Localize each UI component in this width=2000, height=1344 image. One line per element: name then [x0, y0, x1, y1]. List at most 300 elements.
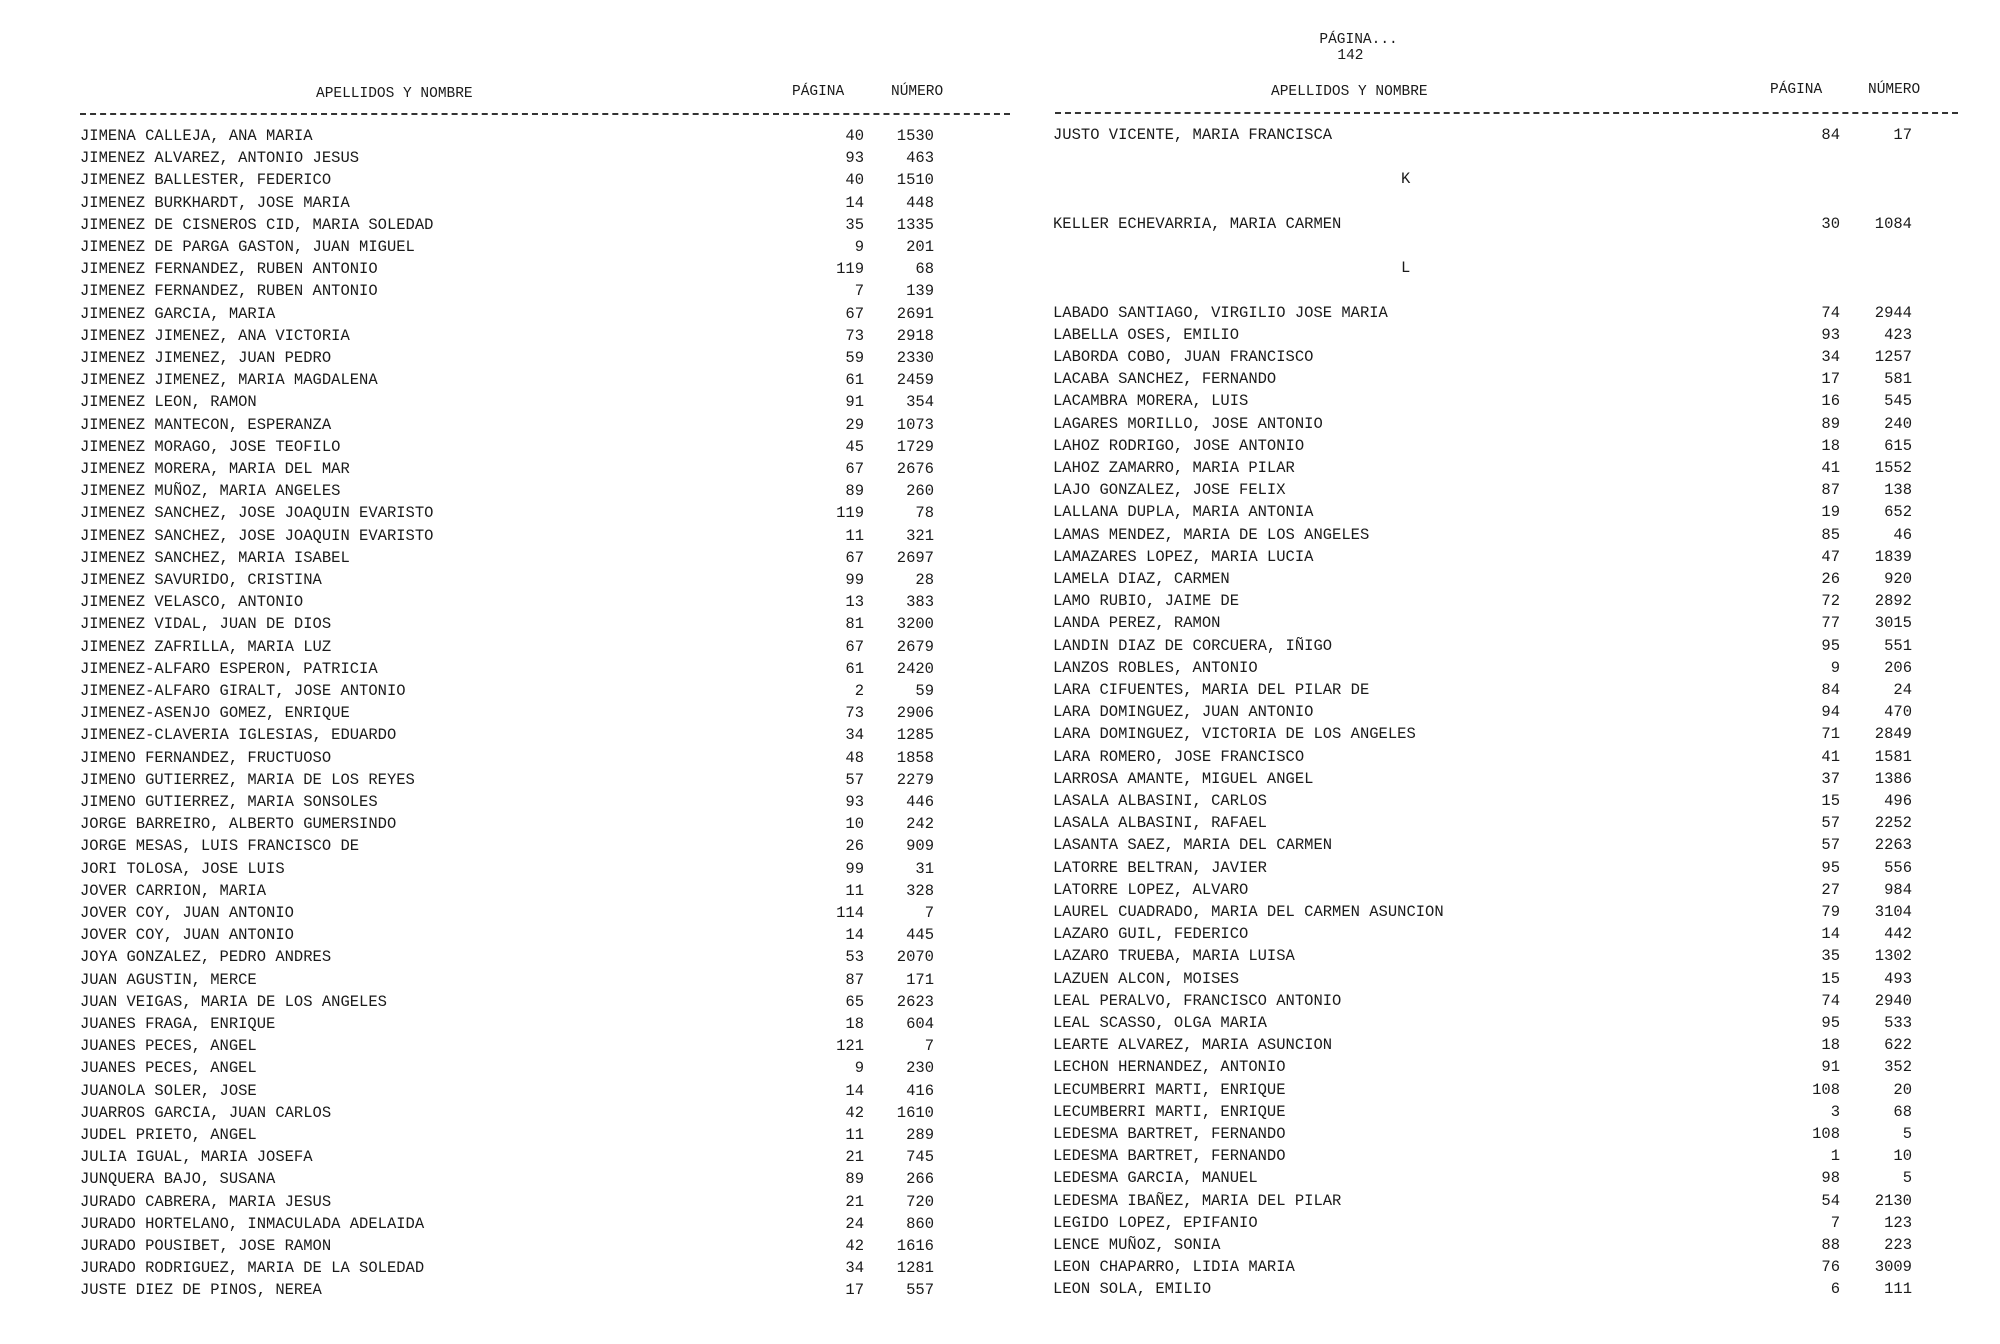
entry-number: 2918	[896, 326, 934, 345]
entry-number: 2849	[1874, 725, 1912, 744]
entry-page: 41	[1821, 459, 1840, 477]
entry-name: LEDESMA GARCIA, MANUEL	[1053, 1169, 1258, 1188]
entry-number: 266	[906, 1170, 934, 1189]
left-header-number: NÚMERO	[891, 84, 944, 100]
entry-number: 123	[1884, 1213, 1912, 1232]
entry-name: JULIA IGUAL, MARIA JOSEFA	[80, 1148, 313, 1167]
entry-number: 78	[915, 504, 934, 523]
entry-page: 11	[845, 1126, 864, 1144]
entry-name: LECUMBERRI MARTI, ENRIQUE	[1053, 1080, 1286, 1099]
entry-name: LEARTE ALVAREZ, MARIA ASUNCION	[1053, 1036, 1333, 1055]
entry-name: JUSTE DIEZ DE PINOS, NEREA	[80, 1281, 322, 1300]
entry-number: 445	[906, 926, 934, 945]
entry-page: 74	[1821, 303, 1840, 322]
entry-page: 93	[845, 793, 864, 811]
entry-page: 87	[1821, 481, 1840, 500]
entry-number: 423	[1884, 325, 1912, 344]
entry-number: 17	[1893, 126, 1912, 144]
entry-page: 35	[845, 215, 864, 234]
entry-page: 40	[845, 171, 864, 190]
entry-page: 29	[845, 415, 864, 434]
entry-page: 3	[1830, 1102, 1840, 1121]
entry-number: 556	[1884, 858, 1912, 877]
entry-name: LEON SOLA, EMILIO	[1053, 1280, 1212, 1299]
entry-number: 2420	[896, 659, 934, 678]
entry-name: JURADO RODRIGUEZ, MARIA DE LA SOLEDAD	[80, 1259, 425, 1278]
entry-page: 67	[845, 304, 864, 323]
entry-number: 240	[1884, 414, 1912, 433]
entry-number: 463	[906, 149, 934, 168]
entry-number: 1729	[896, 437, 934, 456]
entry-number: 5	[1902, 1169, 1912, 1188]
entry-name: JURADO HORTELANO, INMACULADA ADELAIDA	[80, 1214, 425, 1233]
entry-number: 909	[906, 837, 934, 856]
entry-number: 138	[1884, 481, 1912, 500]
entry-number: 24	[1893, 681, 1912, 699]
entry-page: 79	[1821, 903, 1840, 921]
entry-number: 622	[1884, 1036, 1912, 1055]
entry-number: 720	[906, 1192, 934, 1211]
entry-number: 448	[906, 193, 934, 212]
entry-page: 14	[1821, 925, 1840, 944]
entry-number: 328	[906, 881, 934, 900]
entry-number: 2679	[896, 637, 934, 656]
entry-name: JIMENEZ ALVAREZ, ANTONIO JESUS	[80, 149, 360, 168]
entry-number: 2252	[1874, 814, 1912, 833]
entry-name: LANZOS ROBLES, ANTONIO	[1053, 658, 1258, 677]
entry-name: JIMENEZ VIDAL, JUAN DE DIOS	[80, 615, 332, 634]
entry-number: 533	[1884, 1014, 1912, 1032]
entry-number: 3015	[1874, 614, 1912, 633]
entry-name: JUAN VEIGAS, MARIA DE LOS ANGELES	[80, 992, 387, 1011]
entry-number: 20	[1893, 1080, 1912, 1099]
entry-name: LAHOZ ZAMARRO, MARIA PILAR	[1053, 459, 1295, 477]
entry-page: 84	[1821, 681, 1840, 699]
entry-page: 61	[845, 371, 864, 390]
entry-name: LASALA ALBASINI, CARLOS	[1053, 792, 1267, 810]
entry-name: JORGE BARREIRO, ALBERTO GUMERSINDO	[80, 815, 397, 834]
entry-name: LAJO GONZALEZ, JOSE FELIX	[1053, 481, 1286, 500]
entry-number: 2623	[896, 992, 934, 1011]
entry-name: JOVER COY, JUAN ANTONIO	[80, 926, 294, 945]
entry-name: JIMENEZ SANCHEZ, MARIA ISABEL	[80, 548, 350, 567]
entry-number: 604	[906, 1015, 934, 1033]
entry-number: 920	[1884, 570, 1912, 588]
entry-page: 27	[1821, 880, 1840, 899]
entry-name: LAMELA DIAZ, CARMEN	[1053, 570, 1230, 588]
entry-page: 59	[845, 349, 864, 367]
entry-name: JIMENEZ MANTECON, ESPERANZA	[80, 415, 332, 434]
entry-number: 206	[1884, 658, 1912, 677]
entry-page: 67	[845, 637, 864, 656]
entry-page: 57	[845, 770, 864, 789]
entry-page: 47	[1821, 547, 1840, 566]
entry-name: JIMENEZ JIMENEZ, ANA VICTORIA	[80, 326, 350, 345]
entry-number: 2130	[1874, 1191, 1912, 1210]
entry-name: JIMENO FERNANDEZ, FRUCTUOSO	[80, 748, 332, 767]
entry-page: 73	[845, 704, 864, 723]
entry-page: 95	[1821, 1014, 1840, 1032]
entry-name: LAHOZ RODRIGO, JOSE ANTONIO	[1053, 436, 1305, 455]
entry-number: 289	[906, 1126, 934, 1144]
entry-page: 98	[1821, 1169, 1840, 1188]
entry-name: JIMENEZ BURKHARDT, JOSE MARIA	[80, 193, 350, 212]
entry-name: JIMENEZ-CLAVERIA IGLESIAS, EDUARDO	[80, 726, 397, 745]
entry-number: 1552	[1874, 459, 1912, 477]
entry-name: JIMENEZ MUÑOZ, MARIA ANGELES	[80, 482, 341, 501]
entry-page: 76	[1821, 1258, 1840, 1277]
entry-number: 2459	[896, 371, 934, 390]
entry-page: 26	[1821, 570, 1840, 588]
entry-number: 545	[1884, 392, 1912, 411]
right-header-page: PÁGINA	[1770, 82, 1823, 98]
entry-name: JIMENEZ LEON, RAMON	[80, 393, 257, 412]
entry-name: JIMENEZ ZAFRILLA, MARIA LUZ	[80, 637, 332, 656]
entry-number: 1530	[896, 127, 934, 145]
entry-page: 67	[845, 548, 864, 567]
entry-name: LEON CHAPARRO, LIDIA MARIA	[1053, 1258, 1295, 1277]
entry-number: 68	[915, 260, 934, 279]
entry-number: 139	[906, 282, 934, 301]
page-header	[1302, 16, 1398, 64]
entry-number: 352	[1884, 1058, 1912, 1077]
entry-name: JUAN AGUSTIN, MERCE	[80, 970, 257, 989]
entry-page: 7	[1830, 1213, 1840, 1232]
entry-number: 28	[915, 571, 934, 589]
entry-name: LANDIN DIAZ DE CORCUERA, IÑIGO	[1053, 636, 1333, 655]
entry-page: 119	[836, 504, 864, 523]
entry-number: 446	[906, 793, 934, 811]
entry-name: LECUMBERRI MARTI, ENRIQUE	[1053, 1102, 1286, 1121]
entry-page: 35	[1821, 947, 1840, 966]
entry-number: 1581	[1874, 747, 1912, 766]
entry-name: LEAL SCASSO, OLGA MARIA	[1053, 1014, 1267, 1032]
entry-page: 34	[1821, 348, 1840, 366]
entry-page: 6	[1830, 1280, 1840, 1299]
entry-number: 1302	[1874, 947, 1912, 966]
entry-page: 91	[1821, 1058, 1840, 1077]
entry-number: 7	[924, 1037, 934, 1056]
entry-number: 2070	[896, 948, 934, 967]
entry-name: LACABA SANCHEZ, FERNANDO	[1053, 370, 1277, 389]
entry-number: 2676	[896, 460, 934, 478]
entry-name: LAZARO TRUEBA, MARIA LUISA	[1053, 947, 1295, 966]
entry-name: LEGIDO LOPEZ, EPIFANIO	[1053, 1213, 1258, 1232]
entry-name: JOVER CARRION, MARIA	[80, 881, 267, 900]
page-header-label: PÁGINA...	[1319, 32, 1398, 48]
entry-name: JIMENEZ SANCHEZ, JOSE JOAQUIN EVARISTO	[80, 526, 434, 545]
entry-name: LAMAS MENDEZ, MARIA DE LOS ANGELES	[1053, 525, 1370, 544]
entry-name: LARA CIFUENTES, MARIA DEL PILAR DE	[1053, 681, 1370, 699]
entry-page: 9	[854, 1059, 864, 1078]
entry-number: 5	[1902, 1125, 1912, 1143]
entry-page: 57	[1821, 814, 1840, 833]
entry-page: 21	[845, 1192, 864, 1211]
entry-name: LABADO SANTIAGO, VIRGILIO JOSE MARIA	[1053, 303, 1388, 322]
entry-page: 42	[845, 1103, 864, 1122]
entry-page: 18	[1821, 436, 1840, 455]
entry-page: 85	[1821, 525, 1840, 544]
entry-number: 2279	[896, 770, 934, 789]
entry-number: 68	[1893, 1102, 1912, 1121]
entry-name: KELLER ECHEVARRIA, MARIA CARMEN	[1053, 214, 1342, 233]
entry-name: LAZUEN ALCON, MOISES	[1053, 969, 1240, 988]
entry-page: 30	[1821, 214, 1840, 233]
entry-page: 67	[845, 460, 864, 478]
entry-name: JUARROS GARCIA, JUAN CARLOS	[80, 1103, 332, 1122]
entry-name: JORI TOLOSA, JOSE LUIS	[80, 859, 285, 878]
entry-number: 416	[906, 1081, 934, 1100]
entry-name: JIMENEZ-ASENJO GOMEZ, ENRIQUE	[80, 704, 350, 723]
entry-name: JIMENO GUTIERREZ, MARIA SONSOLES	[80, 793, 378, 811]
entry-name: JUANES PECES, ANGEL	[80, 1059, 257, 1078]
entry-number: 111	[1884, 1280, 1912, 1299]
entry-page: 54	[1821, 1191, 1840, 1210]
entry-name: LASALA ALBASINI, RAFAEL	[1053, 814, 1267, 833]
entry-page: 87	[845, 970, 864, 989]
entry-name: LAMAZARES LOPEZ, MARIA LUCIA	[1053, 547, 1314, 566]
entry-name: JIMENEZ DE CISNEROS CID, MARIA SOLEDAD	[80, 215, 434, 234]
entry-name: JIMENA CALLEJA, ANA MARIA	[80, 127, 313, 145]
section-letter-label: L	[1401, 259, 1411, 278]
entry-page: 15	[1821, 969, 1840, 988]
entry-number: 201	[906, 238, 934, 256]
entry-name: LACAMBRA MORERA, LUIS	[1053, 392, 1249, 411]
entry-page: 16	[1821, 392, 1840, 411]
entry-page: 93	[845, 149, 864, 168]
entry-number: 984	[1884, 880, 1912, 899]
entry-name: LALLANA DUPLA, MARIA ANTONIA	[1053, 503, 1314, 522]
entry-page: 14	[845, 926, 864, 945]
entry-number: 2263	[1874, 836, 1912, 855]
entry-page: 57	[1821, 836, 1840, 855]
entry-page: 121	[836, 1037, 864, 1056]
entry-number: 1858	[896, 748, 934, 767]
entry-number: 2691	[896, 304, 934, 323]
entry-number: 493	[1884, 969, 1912, 988]
entry-number: 1616	[896, 1237, 934, 1255]
right-header-name: APELLIDOS Y NOMBRE	[1271, 84, 1428, 100]
entry-number: 745	[906, 1148, 934, 1167]
entry-page: 18	[1821, 1036, 1840, 1055]
entry-number: 1073	[896, 415, 934, 434]
entry-page: 84	[1821, 126, 1840, 144]
entry-page: 74	[1821, 991, 1840, 1010]
entry-page: 45	[845, 437, 864, 456]
entry-page: 11	[845, 881, 864, 900]
entry-page: 24	[845, 1214, 864, 1233]
entry-page: 7	[854, 282, 864, 301]
entry-number: 10	[1893, 1147, 1912, 1166]
entry-page: 9	[1830, 658, 1840, 677]
entry-page: 99	[845, 571, 864, 589]
entry-name: JUANES FRAGA, ENRIQUE	[80, 1015, 276, 1033]
entry-name: LABORDA COBO, JUAN FRANCISCO	[1053, 348, 1314, 366]
entry-page: 89	[1821, 414, 1840, 433]
entry-number: 2697	[896, 548, 934, 567]
entry-name: JUNQUERA BAJO, SUSANA	[80, 1170, 276, 1189]
entry-name: LAZARO GUIL, FEDERICO	[1053, 925, 1249, 944]
entry-page: 15	[1821, 792, 1840, 810]
entry-number: 3009	[1874, 1258, 1912, 1277]
entry-name: JIMENEZ SANCHEZ, JOSE JOAQUIN EVARISTO	[80, 504, 434, 523]
entry-page: 37	[1821, 769, 1840, 788]
entry-page: 53	[845, 948, 864, 967]
entry-page: 119	[836, 260, 864, 279]
entry-number: 7	[924, 904, 934, 922]
entry-page: 71	[1821, 725, 1840, 744]
entry-page: 13	[845, 593, 864, 612]
entry-name: LATORRE BELTRAN, JAVIER	[1053, 858, 1267, 877]
entry-number: 1084	[1874, 214, 1912, 233]
entry-name: JORGE MESAS, LUIS FRANCISCO DE	[80, 837, 360, 856]
entry-name: LAUREL CUADRADO, MARIA DEL CARMEN ASUNCION	[1053, 903, 1444, 921]
entry-name: JIMENEZ BALLESTER, FEDERICO	[80, 171, 332, 190]
entry-page: 34	[845, 1259, 864, 1278]
entry-number: 442	[1884, 925, 1912, 944]
entry-number: 860	[906, 1214, 934, 1233]
entry-page: 10	[845, 815, 864, 834]
entry-number: 1285	[896, 726, 934, 745]
entry-number: 354	[906, 393, 934, 412]
entry-name: JURADO POUSIBET, JOSE RAMON	[80, 1237, 332, 1255]
entry-number: 615	[1884, 436, 1912, 455]
entry-name: JIMENEZ FERNANDEZ, RUBEN ANTONIO	[80, 282, 378, 301]
entry-number: 59	[915, 682, 934, 700]
entry-page: 108	[1812, 1125, 1840, 1143]
entry-page: 21	[845, 1148, 864, 1167]
entry-number: 557	[906, 1281, 934, 1300]
entry-page: 65	[845, 992, 864, 1011]
entry-number: 1510	[896, 171, 934, 190]
entry-page: 14	[845, 193, 864, 212]
entry-page: 95	[1821, 858, 1840, 877]
entry-number: 581	[1884, 370, 1912, 389]
entry-name: JIMENEZ DE PARGA GASTON, JUAN MIGUEL	[80, 238, 415, 256]
entry-number: 2330	[896, 349, 934, 367]
entry-page: 26	[845, 837, 864, 856]
entry-number: 3104	[1874, 903, 1912, 921]
entry-page: 2	[854, 682, 864, 700]
entry-name: LARA ROMERO, JOSE FRANCISCO	[1053, 747, 1305, 766]
entry-number: 242	[906, 815, 934, 834]
entry-page: 11	[845, 526, 864, 545]
entry-name: LARA DOMINGUEZ, JUAN ANTONIO	[1053, 703, 1314, 722]
entry-number: 2892	[1874, 592, 1912, 611]
entry-page: 77	[1821, 614, 1840, 633]
entry-number: 1257	[1874, 348, 1912, 366]
entry-page: 99	[845, 859, 864, 878]
entry-page: 42	[845, 1237, 864, 1255]
entry-number: 31	[915, 859, 934, 878]
entry-page: 89	[845, 482, 864, 501]
entry-number: 470	[1884, 703, 1912, 722]
entry-name: JOYA GONZALEZ, PEDRO ANDRES	[80, 948, 332, 967]
entry-name: LEAL PERALVO, FRANCISCO ANTONIO	[1053, 991, 1342, 1010]
entry-number: 1281	[896, 1259, 934, 1278]
entry-page: 14	[845, 1081, 864, 1100]
entry-name: LARROSA AMANTE, MIGUEL ANGEL	[1053, 769, 1314, 788]
entry-number: 383	[906, 593, 934, 612]
right-divider	[1055, 112, 1958, 114]
entry-name: JIMENEZ JIMENEZ, MARIA MAGDALENA	[80, 371, 378, 390]
entry-page: 88	[1821, 1236, 1840, 1254]
entry-page: 95	[1821, 636, 1840, 655]
entry-page: 114	[836, 904, 864, 922]
entry-page: 17	[845, 1281, 864, 1300]
entry-number: 321	[906, 526, 934, 545]
entry-name: JIMENO GUTIERREZ, MARIA DE LOS REYES	[80, 770, 415, 789]
entry-number: 1335	[896, 215, 934, 234]
entry-page: 48	[845, 748, 864, 767]
entry-name: JUSTO VICENTE, MARIA FRANCISCA	[1053, 126, 1333, 144]
entry-number: 652	[1884, 503, 1912, 522]
left-header-page: PÁGINA	[792, 84, 845, 100]
entry-name: LANDA PEREZ, RAMON	[1053, 614, 1221, 633]
entry-name: LARA DOMINGUEZ, VICTORIA DE LOS ANGELES	[1053, 725, 1416, 744]
entry-number: 46	[1893, 525, 1912, 544]
entry-name: JIMENEZ SAVURIDO, CRISTINA	[80, 571, 322, 589]
left-divider	[80, 113, 1010, 115]
right-header-number: NÚMERO	[1868, 82, 1921, 98]
entry-page: 61	[845, 659, 864, 678]
entry-name: LASANTA SAEZ, MARIA DEL CARMEN	[1053, 836, 1333, 855]
entry-name: JUANOLA SOLER, JOSE	[80, 1081, 257, 1100]
entry-page: 94	[1821, 703, 1840, 722]
entry-name: JIMENEZ-ALFARO GIRALT, JOSE ANTONIO	[80, 682, 406, 700]
entry-name: JIMENEZ VELASCO, ANTONIO	[80, 593, 304, 612]
entry-name: JURADO CABRERA, MARIA JESUS	[80, 1192, 332, 1211]
entry-number: 3200	[896, 615, 934, 634]
entry-name: LEDESMA IBAÑEZ, MARIA DEL PILAR	[1053, 1191, 1342, 1210]
entry-name: LAGARES MORILLO, JOSE ANTONIO	[1053, 414, 1323, 433]
page-header-number: 142	[1337, 48, 1364, 64]
entry-number: 496	[1884, 792, 1912, 810]
entry-page: 34	[845, 726, 864, 745]
entry-page: 72	[1821, 592, 1840, 611]
entry-name: LENCE MUÑOZ, SONIA	[1053, 1236, 1221, 1254]
entry-page: 81	[845, 615, 864, 634]
entry-number: 551	[1884, 636, 1912, 655]
entry-page: 18	[845, 1015, 864, 1033]
entry-name: LECHON HERNANDEZ, ANTONIO	[1053, 1058, 1286, 1077]
entry-name: JIMENEZ MORERA, MARIA DEL MAR	[80, 460, 350, 478]
entry-name: JOVER COY, JUAN ANTONIO	[80, 904, 294, 922]
entry-number: 223	[1884, 1236, 1912, 1254]
entry-page: 93	[1821, 325, 1840, 344]
entry-page: 91	[845, 393, 864, 412]
entry-name: JIMENEZ FERNANDEZ, RUBEN ANTONIO	[80, 260, 378, 279]
entry-name: LABELLA OSES, EMILIO	[1053, 325, 1240, 344]
entry-page: 17	[1821, 370, 1840, 389]
entry-page: 19	[1821, 503, 1840, 522]
entry-number: 260	[906, 482, 934, 501]
entry-number: 2906	[896, 704, 934, 723]
entry-page: 108	[1812, 1080, 1840, 1099]
entry-number: 1839	[1874, 547, 1912, 566]
entry-number: 2944	[1874, 303, 1912, 322]
entry-name: JIMENEZ JIMENEZ, JUAN PEDRO	[80, 349, 332, 367]
entry-name: JIMENEZ GARCIA, MARIA	[80, 304, 276, 323]
entry-page: 1	[1830, 1147, 1840, 1166]
entry-page: 40	[845, 127, 864, 145]
entry-name: LEDESMA BARTRET, FERNANDO	[1053, 1125, 1286, 1143]
entry-page: 9	[854, 238, 864, 256]
entry-number: 1610	[896, 1103, 934, 1122]
entry-number: 171	[906, 970, 934, 989]
entry-name: LEDESMA BARTRET, FERNANDO	[1053, 1147, 1286, 1166]
section-letter-label: K	[1401, 170, 1411, 189]
